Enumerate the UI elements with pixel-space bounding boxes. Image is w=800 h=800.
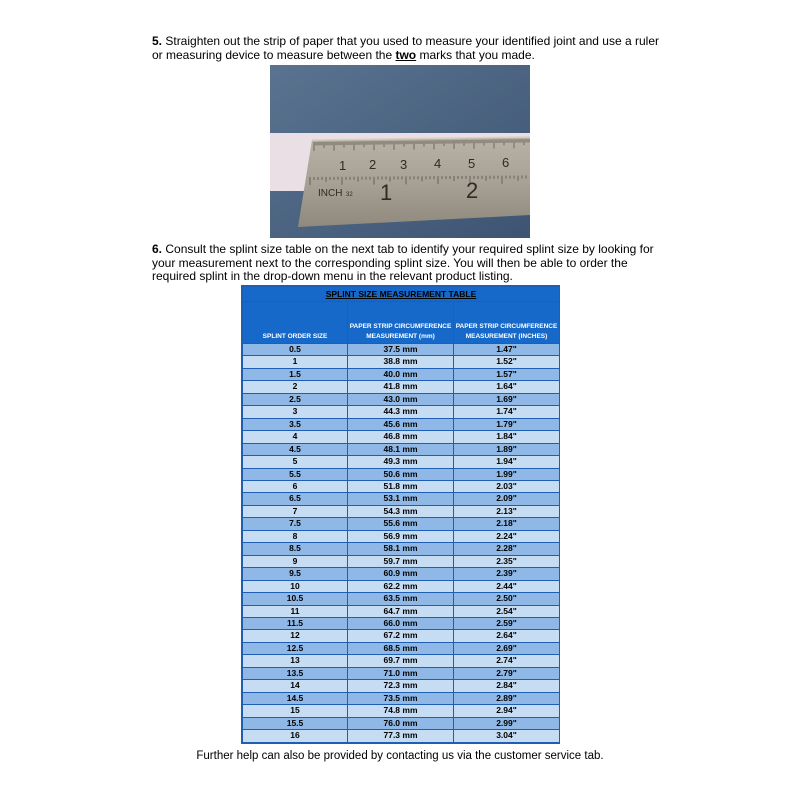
table-row [243,505,560,517]
table-row [243,493,560,505]
cell-measurement-inches: 1.99" [454,468,560,480]
cell-splint-size: 3.5 [243,418,348,430]
cell-splint-size: 7.5 [243,518,348,530]
cell-measurement-mm: 38.8 mm [348,356,454,368]
cell-measurement-inches: 1.69" [454,393,560,405]
table-row [243,344,560,356]
cell-measurement-mm: 45.6 mm [348,418,454,430]
cell-measurement-mm: 67.2 mm [348,630,454,642]
cell-splint-size: 10.5 [243,593,348,605]
table-row [243,530,560,542]
cell-measurement-mm: 58.1 mm [348,543,454,555]
cell-splint-size: 9 [243,555,348,567]
cell-measurement-mm: 62.2 mm [348,580,454,592]
cell-measurement-mm: 60.9 mm [348,568,454,580]
cell-measurement-inches: 2.64" [454,630,560,642]
table-row [243,717,560,729]
table-row [243,630,560,642]
cell-measurement-inches: 1.84" [454,431,560,443]
cell-splint-size: 9.5 [243,568,348,580]
cell-measurement-mm: 54.3 mm [348,505,454,517]
step-5-emphasis: two [395,47,417,62]
cell-measurement-mm: 59.7 mm [348,555,454,567]
table-row [243,655,560,667]
cell-splint-size: 11.5 [243,617,348,629]
table-row [243,418,560,430]
table-body [243,344,560,743]
cell-measurement-inches: 2.09" [454,493,560,505]
cell-splint-size: 8 [243,530,348,542]
header-measurement-inches: PAPER STRIP CIRCUMFERENCE MEASUREMENT (INCHES) [454,302,560,344]
cell-splint-size: 8.5 [243,543,348,555]
cell-measurement-inches: 1.64" [454,381,560,393]
table-row [243,518,560,530]
cell-splint-size: 10 [243,580,348,592]
cell-measurement-mm: 74.8 mm [348,705,454,717]
cell-splint-size: 4 [243,431,348,443]
cell-measurement-mm: 44.3 mm [348,406,454,418]
cell-measurement-inches: 2.99" [454,717,560,729]
table-row [243,692,560,704]
cell-measurement-inches: 2.79" [454,667,560,679]
cell-measurement-inches: 2.28" [454,543,560,555]
cell-measurement-mm: 66.0 mm [348,617,454,629]
cell-splint-size: 5.5 [243,468,348,480]
cell-measurement-inches: 1.79" [454,418,560,430]
cell-splint-size: 2.5 [243,393,348,405]
ruler-number: 5 [468,156,476,171]
cell-measurement-inches: 2.69" [454,642,560,654]
cell-measurement-mm: 49.3 mm [348,456,454,468]
cell-measurement-inches: 2.03" [454,480,560,492]
cell-measurement-mm: 68.5 mm [348,642,454,654]
ruler-number: 6 [502,155,510,170]
table-row [243,468,560,480]
footer-help-text: Further help can also be provided by contacting us via the customer service tab. [196,750,604,762]
ruler-inch-number: 2 [466,178,479,203]
cell-measurement-inches: 2.24" [454,530,560,542]
cell-splint-size: 6 [243,480,348,492]
cell-measurement-mm: 51.8 mm [348,480,454,492]
cell-measurement-inches: 1.47" [454,344,560,356]
table-row [243,617,560,629]
table-row [243,555,560,567]
ruler-photo [270,65,530,238]
cell-measurement-inches: 1.74" [454,406,560,418]
cell-splint-size: 6.5 [243,493,348,505]
table-row [243,580,560,592]
cell-measurement-mm: 48.1 mm [348,443,454,455]
table-row [243,443,560,455]
cell-measurement-inches: 2.50" [454,593,560,605]
step-5-text-before: Straighten out the strip of paper that you used to measure your identified joint and use a ruler or measuring device to measure between the [152,34,659,62]
cell-measurement-mm: 53.1 mm [348,493,454,505]
table-row [243,680,560,692]
cell-splint-size: 1.5 [243,368,348,380]
ruler-number: 2 [369,157,377,172]
cell-measurement-inches: 2.89" [454,692,560,704]
cell-measurement-mm: 41.8 mm [348,381,454,393]
table-row [243,381,560,393]
table-row [243,667,560,679]
cell-measurement-mm: 37.5 mm [348,344,454,356]
ruler-number: 1 [339,158,347,173]
table-row [243,705,560,717]
cell-measurement-inches: 2.59" [454,617,560,629]
table-row [243,593,560,605]
cell-measurement-inches: 2.13" [454,505,560,517]
cell-splint-size: 1 [243,356,348,368]
table-row [243,480,560,492]
cell-measurement-mm: 63.5 mm [348,593,454,605]
cell-measurement-inches: 2.94" [454,705,560,717]
step-5-text-after: marks that you made. [416,47,535,62]
cell-splint-size: 7 [243,505,348,517]
cell-measurement-inches: 2.18" [454,518,560,530]
step-5-number: 5. [152,34,163,48]
ruler-body [298,137,530,227]
cell-splint-size: 12.5 [243,642,348,654]
header-splint-size: SPLINT ORDER SIZE [243,302,348,344]
cell-measurement-inches: 1.94" [454,456,560,468]
cell-measurement-mm: 64.7 mm [348,605,454,617]
cell-measurement-mm: 69.7 mm [348,655,454,667]
cell-splint-size: 5 [243,456,348,468]
step-6-number: 6. [152,242,163,256]
cell-measurement-inches: 2.74" [454,655,560,667]
step-6-instruction [152,243,672,284]
table-row [243,406,560,418]
cell-measurement-inches: 3.04" [454,730,560,742]
table-row [243,431,560,443]
cell-measurement-inches: 2.39" [454,568,560,580]
cell-splint-size: 13 [243,655,348,667]
table-row [243,543,560,555]
cell-measurement-mm: 73.5 mm [348,692,454,704]
ruler-inch-label: INCH [318,188,343,199]
ruler-small-label: 32 [346,192,353,198]
table-title: SPLINT SIZE MEASUREMENT TABLE [243,287,560,302]
splint-size-table [241,285,560,744]
cell-measurement-mm: 43.0 mm [348,393,454,405]
cell-measurement-inches: 2.44" [454,580,560,592]
cell-measurement-inches: 1.57" [454,368,560,380]
cell-splint-size: 14 [243,680,348,692]
table-row [243,605,560,617]
table-row [243,568,560,580]
table-row [243,456,560,468]
table-row [243,642,560,654]
step-6-text: Consult the splint size table on the next tab to identify your required splint size by looking for your measurement next to the corresponding splint size. You will then be able to order the required splint in the drop-down menu in the relevant product listing. [152,242,654,283]
cell-measurement-inches: 2.35" [454,555,560,567]
table-row [243,730,560,742]
cell-measurement-mm: 77.3 mm [348,730,454,742]
cell-measurement-inches: 1.89" [454,443,560,455]
table-row [243,393,560,405]
ruler-number: 4 [434,156,442,171]
cell-splint-size: 13.5 [243,667,348,679]
cell-splint-size: 0.5 [243,344,348,356]
cell-splint-size: 12 [243,630,348,642]
cell-splint-size: 16 [243,730,348,742]
cell-measurement-mm: 46.8 mm [348,431,454,443]
cell-measurement-inches: 1.52" [454,356,560,368]
cell-measurement-mm: 50.6 mm [348,468,454,480]
cell-measurement-inches: 2.84" [454,680,560,692]
cell-splint-size: 14.5 [243,692,348,704]
cell-measurement-mm: 56.9 mm [348,530,454,542]
cell-splint-size: 15 [243,705,348,717]
cell-splint-size: 15.5 [243,717,348,729]
cell-measurement-mm: 40.0 mm [348,368,454,380]
cell-measurement-mm: 72.3 mm [348,680,454,692]
cell-measurement-mm: 71.0 mm [348,667,454,679]
table-row [243,356,560,368]
cell-measurement-mm: 55.6 mm [348,518,454,530]
ruler-number: 3 [400,157,408,172]
cell-measurement-inches: 2.54" [454,605,560,617]
ruler-inch-number: 1 [380,180,393,205]
cell-measurement-mm: 76.0 mm [348,717,454,729]
cell-splint-size: 2 [243,381,348,393]
header-measurement-mm: PAPER STRIP CIRCUMFERENCE MEASUREMENT (mm) [348,302,454,344]
cell-splint-size: 4.5 [243,443,348,455]
table-row [243,368,560,380]
step-5-instruction [152,35,672,62]
cell-splint-size: 3 [243,406,348,418]
cell-splint-size: 11 [243,605,348,617]
